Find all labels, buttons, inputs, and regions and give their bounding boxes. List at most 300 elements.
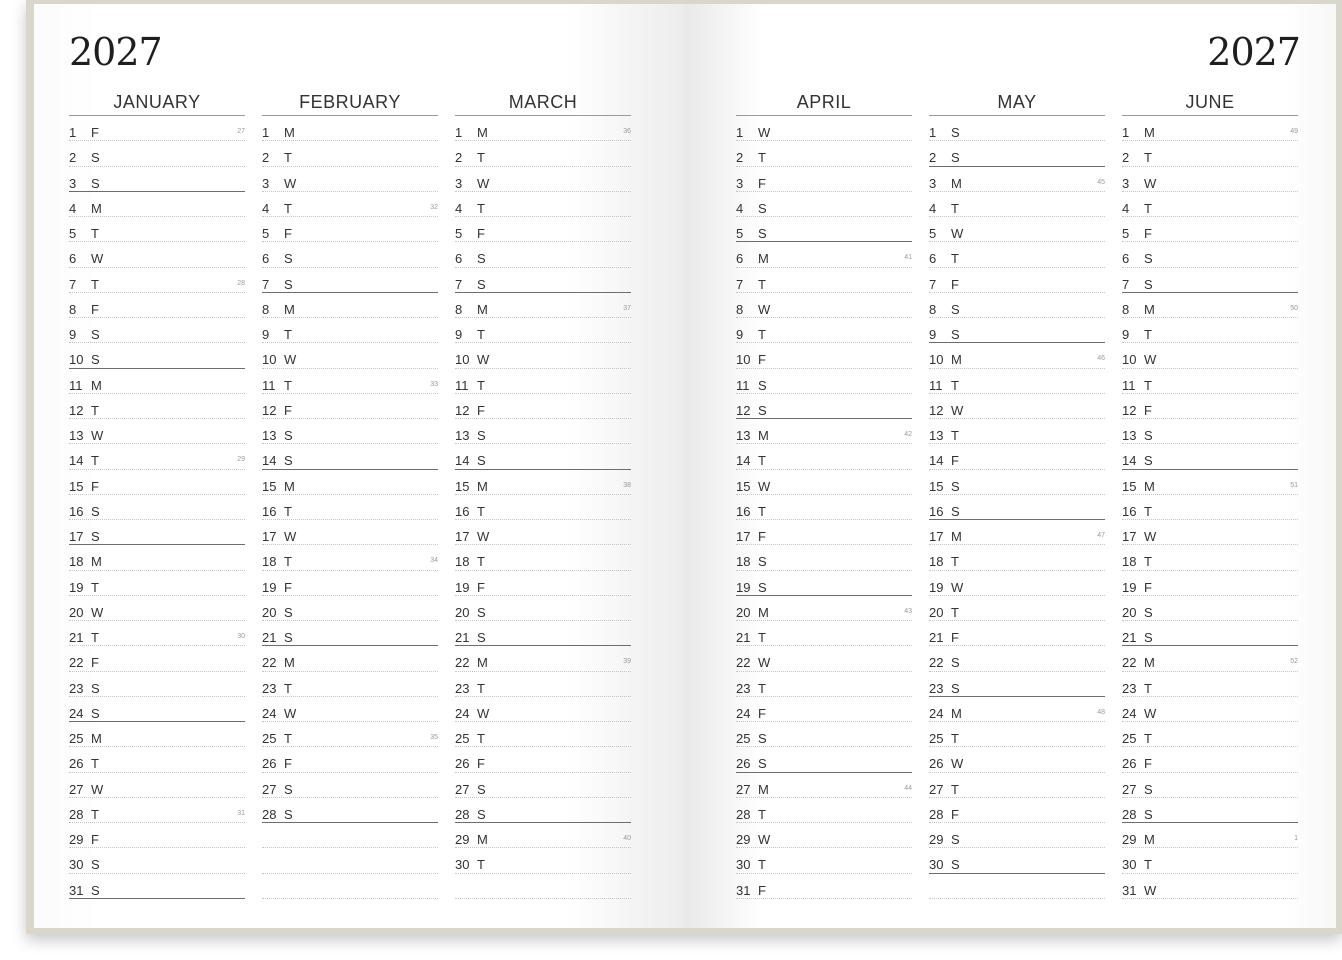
weekday-letter: W bbox=[758, 478, 771, 494]
day-row bbox=[736, 520, 912, 545]
day-number: 31 bbox=[69, 882, 84, 898]
weekday-letter: M bbox=[284, 478, 295, 494]
day-number: 14 bbox=[69, 453, 84, 469]
day-row bbox=[262, 545, 438, 570]
day-number: 26 bbox=[736, 756, 751, 772]
day-row bbox=[262, 343, 438, 368]
day-number: 12 bbox=[1122, 402, 1137, 418]
weekday-letter: T bbox=[477, 377, 485, 393]
day-number: 28 bbox=[262, 806, 277, 822]
day-number: 19 bbox=[1122, 579, 1137, 595]
day-number: 27 bbox=[455, 781, 470, 797]
day-number: 29 bbox=[929, 832, 944, 847]
weekday-letter: S bbox=[284, 276, 293, 292]
day-number: 1 bbox=[736, 125, 744, 140]
weekday-letter: M bbox=[284, 655, 295, 671]
week-number: 52 bbox=[1290, 658, 1298, 666]
weekday-letter: S bbox=[284, 604, 293, 620]
day-row bbox=[455, 141, 631, 166]
day-number: 29 bbox=[69, 832, 84, 847]
day-number: 3 bbox=[262, 175, 270, 191]
day-number: 20 bbox=[736, 604, 751, 620]
day-number: 14 bbox=[455, 453, 470, 469]
day-row bbox=[1122, 747, 1298, 772]
day-row bbox=[455, 268, 631, 293]
day-number: 24 bbox=[1122, 705, 1137, 721]
day-number: 16 bbox=[69, 503, 84, 519]
weekday-letter: S bbox=[91, 529, 100, 544]
weekday-letter: W bbox=[1144, 352, 1157, 368]
weekday-letter: M bbox=[477, 832, 488, 847]
weekday-letter: W bbox=[1144, 175, 1157, 191]
day-number: 3 bbox=[69, 175, 77, 191]
weekday-letter: W bbox=[477, 705, 490, 721]
day-number: 8 bbox=[1122, 301, 1130, 317]
weekday-letter: F bbox=[477, 756, 485, 772]
day-row bbox=[455, 571, 631, 596]
day-row bbox=[455, 495, 631, 520]
day-number: 3 bbox=[929, 175, 937, 191]
week-number: 51 bbox=[1290, 481, 1298, 489]
day-row bbox=[262, 394, 438, 419]
week-number: 27 bbox=[237, 128, 245, 135]
day-row bbox=[262, 444, 438, 469]
day-row bbox=[1122, 116, 1298, 141]
weekday-letter: S bbox=[284, 251, 293, 267]
weekday-letter: W bbox=[1144, 705, 1157, 721]
day-number: 15 bbox=[1122, 478, 1137, 494]
weekday-letter: S bbox=[91, 352, 100, 368]
day-row bbox=[69, 394, 245, 419]
weekday-letter: W bbox=[477, 175, 490, 191]
day-number: 29 bbox=[1122, 832, 1137, 847]
day-number: 10 bbox=[262, 352, 277, 368]
day-number: 17 bbox=[455, 529, 470, 544]
day-row bbox=[69, 747, 245, 772]
weekday-letter: F bbox=[758, 529, 766, 544]
right-year-heading: 2027 bbox=[1207, 30, 1300, 74]
weekday-letter: T bbox=[1144, 200, 1152, 216]
day-row bbox=[736, 343, 912, 368]
day-number: 22 bbox=[736, 655, 751, 671]
empty-day-row bbox=[262, 848, 438, 873]
day-number: 8 bbox=[929, 301, 937, 317]
day-number: 3 bbox=[455, 175, 463, 191]
weekday-letter: S bbox=[758, 402, 767, 418]
day-number: 13 bbox=[455, 428, 470, 443]
day-number: 22 bbox=[69, 655, 84, 671]
week-number: 28 bbox=[237, 279, 245, 287]
day-number: 15 bbox=[69, 478, 84, 494]
day-row bbox=[455, 217, 631, 242]
day-row bbox=[1122, 394, 1298, 419]
day-row bbox=[262, 369, 438, 394]
day-row bbox=[262, 141, 438, 166]
weekday-letter: S bbox=[477, 630, 486, 645]
weekday-letter: S bbox=[951, 857, 960, 873]
weekday-letter: S bbox=[477, 806, 486, 822]
day-row bbox=[736, 823, 912, 848]
day-row bbox=[69, 848, 245, 873]
day-number: 18 bbox=[736, 554, 751, 570]
weekday-letter: S bbox=[951, 150, 960, 166]
day-number: 7 bbox=[736, 276, 744, 292]
day-row bbox=[736, 242, 912, 267]
day-number: 27 bbox=[1122, 781, 1137, 797]
weekday-letter: S bbox=[91, 150, 100, 166]
day-row bbox=[929, 520, 1105, 545]
day-row bbox=[1122, 798, 1298, 823]
day-number: 1 bbox=[262, 125, 270, 140]
day-row bbox=[929, 571, 1105, 596]
day-row bbox=[736, 545, 912, 570]
day-number: 10 bbox=[929, 352, 944, 368]
weekday-letter: T bbox=[284, 503, 292, 519]
day-row bbox=[455, 192, 631, 217]
weekday-letter: F bbox=[284, 226, 292, 241]
day-row bbox=[455, 318, 631, 343]
weekday-letter: S bbox=[951, 125, 960, 140]
day-list bbox=[929, 116, 1105, 899]
weekday-letter: T bbox=[951, 428, 959, 443]
day-number: 11 bbox=[1122, 377, 1136, 393]
day-row bbox=[1122, 343, 1298, 368]
week-number: 42 bbox=[904, 431, 912, 438]
day-row bbox=[929, 444, 1105, 469]
day-row bbox=[455, 646, 631, 671]
day-row bbox=[736, 293, 912, 318]
day-number: 21 bbox=[69, 630, 84, 645]
weekday-letter: T bbox=[951, 251, 959, 267]
day-row bbox=[929, 798, 1105, 823]
day-row bbox=[69, 672, 245, 697]
day-row bbox=[1122, 495, 1298, 520]
day-number: 7 bbox=[262, 276, 270, 292]
weekday-letter: M bbox=[951, 175, 962, 191]
day-number: 23 bbox=[455, 680, 470, 696]
weekday-letter: S bbox=[91, 503, 100, 519]
day-number: 28 bbox=[455, 806, 470, 822]
weekday-letter: M bbox=[1144, 301, 1155, 317]
day-number: 4 bbox=[1122, 200, 1130, 216]
day-row bbox=[69, 116, 245, 141]
weekday-letter: F bbox=[1144, 402, 1152, 418]
weekday-letter: T bbox=[758, 630, 766, 645]
day-row bbox=[736, 848, 912, 873]
day-row bbox=[262, 571, 438, 596]
weekday-letter: F bbox=[1144, 756, 1152, 772]
day-row bbox=[1122, 848, 1298, 873]
day-row bbox=[69, 318, 245, 343]
weekday-letter: W bbox=[91, 251, 104, 267]
day-row bbox=[69, 571, 245, 596]
day-number: 24 bbox=[736, 705, 751, 721]
day-number: 25 bbox=[262, 731, 277, 746]
day-number: 7 bbox=[1122, 276, 1130, 292]
day-number: 31 bbox=[1122, 882, 1137, 898]
day-row bbox=[262, 722, 438, 747]
day-row bbox=[455, 293, 631, 318]
weekday-letter: T bbox=[91, 806, 99, 822]
empty-day-row bbox=[262, 823, 438, 848]
weekday-letter: T bbox=[758, 503, 766, 519]
day-row bbox=[1122, 697, 1298, 722]
day-row bbox=[1122, 444, 1298, 469]
weekday-letter: T bbox=[1144, 377, 1152, 393]
day-row bbox=[262, 646, 438, 671]
weekday-letter: W bbox=[477, 529, 490, 544]
day-row bbox=[736, 419, 912, 444]
day-number: 23 bbox=[262, 680, 277, 696]
empty-day-row bbox=[455, 874, 631, 899]
day-number: 29 bbox=[455, 832, 470, 847]
day-number: 30 bbox=[1122, 857, 1137, 873]
day-number: 4 bbox=[929, 200, 937, 216]
day-number: 2 bbox=[736, 150, 744, 166]
weekday-letter: M bbox=[1144, 125, 1155, 140]
day-number: 14 bbox=[262, 453, 277, 469]
weekday-letter: S bbox=[951, 301, 960, 317]
day-number: 6 bbox=[455, 251, 463, 267]
weekday-letter: W bbox=[477, 352, 490, 368]
day-row bbox=[736, 268, 912, 293]
day-number: 18 bbox=[69, 554, 84, 570]
month-name: MAY bbox=[929, 90, 1105, 116]
weekday-letter: F bbox=[91, 655, 99, 671]
week-number: 50 bbox=[1290, 304, 1298, 312]
weekday-letter: T bbox=[91, 453, 99, 469]
week-number: 31 bbox=[237, 809, 245, 817]
month-name: JANUARY bbox=[69, 90, 245, 116]
weekday-letter: F bbox=[758, 352, 766, 368]
day-row bbox=[455, 545, 631, 570]
day-number: 21 bbox=[736, 630, 751, 645]
day-number: 19 bbox=[455, 579, 470, 595]
weekday-letter: T bbox=[477, 150, 485, 166]
weekday-letter: T bbox=[477, 503, 485, 519]
weekday-letter: W bbox=[758, 301, 771, 317]
day-row bbox=[1122, 874, 1298, 899]
weekday-letter: F bbox=[758, 882, 766, 898]
weekday-letter: S bbox=[1144, 630, 1153, 645]
weekday-letter: S bbox=[1144, 453, 1153, 469]
day-row bbox=[262, 495, 438, 520]
day-number: 20 bbox=[455, 604, 470, 620]
day-row bbox=[1122, 242, 1298, 267]
day-number: 2 bbox=[929, 150, 937, 166]
day-row bbox=[736, 394, 912, 419]
day-number: 13 bbox=[69, 428, 84, 443]
day-row bbox=[69, 545, 245, 570]
day-number: 2 bbox=[1122, 150, 1130, 166]
day-row bbox=[929, 369, 1105, 394]
day-row bbox=[69, 369, 245, 394]
weekday-letter: F bbox=[758, 705, 766, 721]
day-number: 6 bbox=[929, 251, 937, 267]
weekday-letter: S bbox=[951, 327, 960, 342]
day-number: 17 bbox=[929, 529, 944, 544]
day-number: 12 bbox=[69, 402, 84, 418]
weekday-letter: T bbox=[91, 276, 99, 292]
day-number: 22 bbox=[1122, 655, 1137, 671]
day-number: 17 bbox=[262, 529, 277, 544]
day-row bbox=[455, 167, 631, 192]
day-row bbox=[262, 697, 438, 722]
day-number: 5 bbox=[262, 226, 270, 241]
day-row bbox=[455, 242, 631, 267]
month-column-may bbox=[929, 90, 1105, 899]
weekday-letter: T bbox=[1144, 857, 1152, 873]
weekday-letter: S bbox=[91, 327, 100, 342]
weekday-letter: S bbox=[951, 832, 960, 847]
weekday-letter: F bbox=[477, 226, 485, 241]
day-row bbox=[1122, 571, 1298, 596]
day-row bbox=[1122, 621, 1298, 646]
week-number: 43 bbox=[904, 607, 912, 615]
weekday-letter: M bbox=[91, 731, 102, 746]
day-row bbox=[455, 672, 631, 697]
day-number: 9 bbox=[736, 327, 744, 342]
day-number: 14 bbox=[736, 453, 751, 469]
day-number: 9 bbox=[455, 327, 463, 342]
weekday-letter: M bbox=[477, 478, 488, 494]
weekday-letter: F bbox=[951, 806, 959, 822]
day-number: 30 bbox=[736, 857, 751, 873]
day-row bbox=[1122, 318, 1298, 343]
day-row bbox=[455, 621, 631, 646]
day-row bbox=[736, 722, 912, 747]
day-number: 2 bbox=[455, 150, 463, 166]
day-number: 24 bbox=[455, 705, 470, 721]
day-row bbox=[262, 773, 438, 798]
day-number: 23 bbox=[736, 680, 751, 696]
day-number: 3 bbox=[1122, 175, 1130, 191]
week-number: 49 bbox=[1290, 128, 1298, 135]
day-number: 9 bbox=[929, 327, 937, 342]
week-number: 44 bbox=[904, 784, 912, 792]
week-number: 34 bbox=[430, 557, 438, 565]
day-row bbox=[736, 697, 912, 722]
day-row bbox=[929, 495, 1105, 520]
weekday-letter: M bbox=[951, 529, 962, 544]
day-row bbox=[929, 470, 1105, 495]
week-number: 39 bbox=[623, 658, 631, 666]
day-row bbox=[1122, 217, 1298, 242]
weekday-letter: F bbox=[91, 832, 99, 847]
week-number: 41 bbox=[904, 254, 912, 262]
day-row bbox=[929, 848, 1105, 873]
weekday-letter: S bbox=[1144, 428, 1153, 443]
day-number: 24 bbox=[69, 705, 84, 721]
day-row bbox=[69, 621, 245, 646]
day-number: 18 bbox=[262, 554, 277, 570]
weekday-letter: S bbox=[477, 781, 486, 797]
day-number: 10 bbox=[736, 352, 751, 368]
day-row bbox=[455, 823, 631, 848]
weekday-letter: W bbox=[284, 352, 297, 368]
weekday-letter: T bbox=[91, 579, 99, 595]
day-row bbox=[736, 596, 912, 621]
weekday-letter: T bbox=[284, 731, 292, 746]
day-number: 15 bbox=[455, 478, 470, 494]
weekday-letter: W bbox=[284, 175, 297, 191]
weekday-letter: T bbox=[91, 630, 99, 645]
day-number: 31 bbox=[736, 882, 751, 898]
day-number: 5 bbox=[455, 226, 463, 241]
day-row bbox=[455, 773, 631, 798]
day-list bbox=[69, 116, 245, 899]
left-page bbox=[34, 4, 685, 928]
week-number: 1 bbox=[1294, 835, 1298, 842]
day-row bbox=[455, 394, 631, 419]
day-number: 4 bbox=[455, 200, 463, 216]
day-row bbox=[736, 646, 912, 671]
day-number: 6 bbox=[1122, 251, 1130, 267]
day-row bbox=[1122, 470, 1298, 495]
day-row bbox=[1122, 646, 1298, 671]
weekday-letter: S bbox=[284, 453, 293, 469]
day-row bbox=[69, 823, 245, 848]
day-number: 13 bbox=[929, 428, 944, 443]
day-row bbox=[69, 470, 245, 495]
day-number: 2 bbox=[262, 150, 270, 166]
day-row bbox=[69, 773, 245, 798]
weekday-letter: T bbox=[477, 857, 485, 873]
weekday-letter: S bbox=[758, 756, 767, 772]
day-row bbox=[455, 520, 631, 545]
weekday-letter: F bbox=[477, 402, 485, 418]
day-row bbox=[736, 217, 912, 242]
day-row bbox=[736, 874, 912, 899]
day-number: 6 bbox=[736, 251, 744, 267]
weekday-letter: S bbox=[284, 630, 293, 645]
day-row bbox=[929, 722, 1105, 747]
day-number: 5 bbox=[929, 226, 937, 241]
day-row bbox=[69, 268, 245, 293]
empty-day-row bbox=[262, 874, 438, 899]
day-number: 1 bbox=[1122, 125, 1130, 140]
day-row bbox=[1122, 773, 1298, 798]
day-number: 16 bbox=[1122, 503, 1137, 519]
empty-day-row bbox=[929, 874, 1105, 899]
weekday-letter: T bbox=[1144, 327, 1152, 342]
weekday-letter: F bbox=[1144, 579, 1152, 595]
month-column-january bbox=[69, 90, 245, 899]
weekday-letter: T bbox=[1144, 554, 1152, 570]
month-column-june bbox=[1122, 90, 1298, 899]
weekday-letter: F bbox=[477, 579, 485, 595]
day-row bbox=[929, 596, 1105, 621]
day-number: 6 bbox=[262, 251, 270, 267]
week-number: 35 bbox=[430, 734, 438, 741]
weekday-letter: F bbox=[951, 630, 959, 645]
weekday-letter: W bbox=[284, 529, 297, 544]
day-row bbox=[1122, 167, 1298, 192]
weekday-letter: S bbox=[1144, 781, 1153, 797]
week-number: 33 bbox=[430, 380, 438, 388]
weekday-letter: T bbox=[758, 453, 766, 469]
day-number: 1 bbox=[69, 125, 77, 140]
day-row bbox=[736, 621, 912, 646]
day-row bbox=[455, 722, 631, 747]
weekday-letter: S bbox=[1144, 604, 1153, 620]
weekday-letter: F bbox=[758, 175, 766, 191]
day-row bbox=[929, 141, 1105, 166]
weekday-letter: T bbox=[91, 402, 99, 418]
month-column-february bbox=[262, 90, 438, 899]
day-row bbox=[929, 773, 1105, 798]
weekday-letter: F bbox=[284, 579, 292, 595]
